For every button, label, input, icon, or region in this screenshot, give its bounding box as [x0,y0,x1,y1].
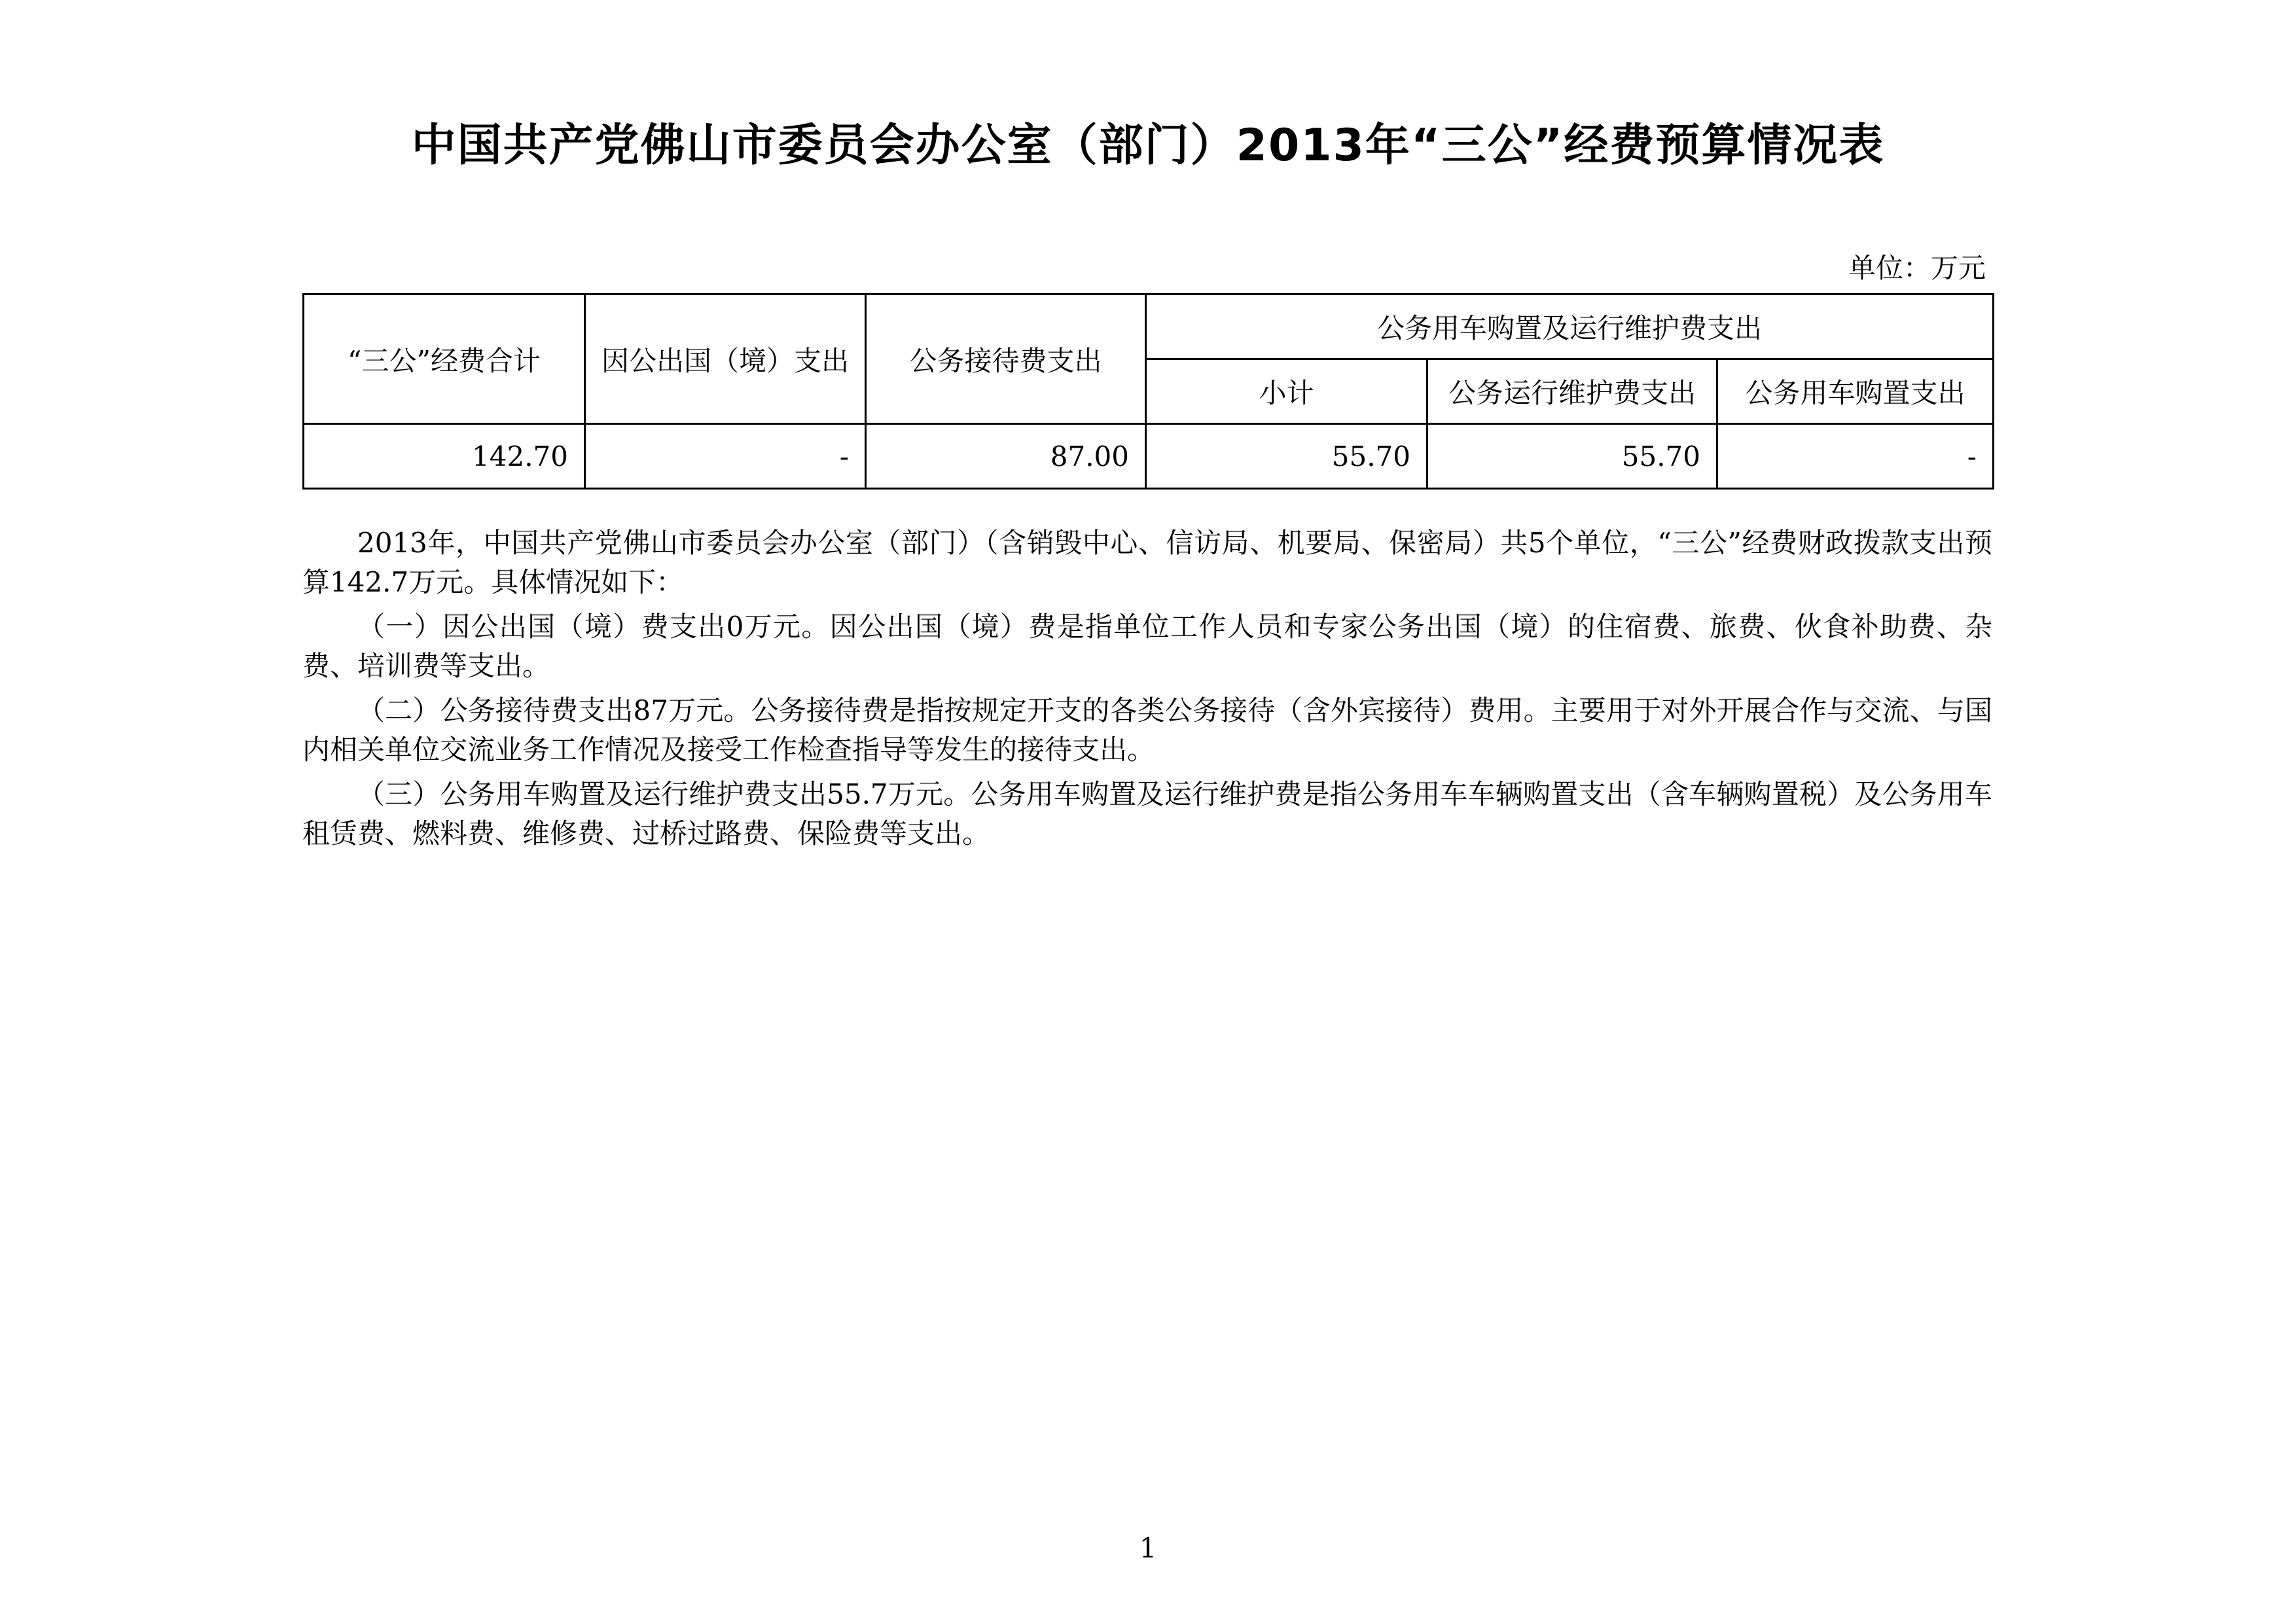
table-row [304,424,1994,489]
value-total: 142.70 [304,424,585,489]
note-paragraph-overseas: （一）因公出国（境）费支出0万元。因公出国（境）费是指单位工作人员和专家公务出国（境）的住宿费、旅费、伙食补助费、杂费、培训费等支出。 [302,611,1992,682]
header-vehicle-group: 公务用车购置及运行维护费支出 [1146,294,1994,359]
header-reception: 公务接待费支出 [866,294,1146,424]
table-header-row [304,294,1994,359]
notes-section [302,524,1992,859]
page-number: 1 [1139,1532,1157,1564]
header-vehicle-subtotal: 小计 [1146,359,1427,424]
header-total: “三公”经费合计 [304,294,585,424]
page-title: 中国共产党佛山市委员会办公室（部门）2013年“三公”经费预算情况表 [411,120,1885,171]
budget-table [302,293,1994,490]
header-vehicle-operation: 公务运行维护费支出 [1427,359,1717,424]
value-overseas: - [585,424,866,489]
value-vehicle-operation: 55.70 [1427,424,1717,489]
note-paragraph-reception: （二）公务接待费支出87万元。公务接待费是指按规定开支的各类公务接待（含外宾接待）费用。主要用于对外开展合作与交流、与国内相关单位交流业务工作情况及接受工作检查指导等发生的接待支出。 [302,694,1992,766]
value-vehicle-purchase: - [1717,424,1994,489]
value-vehicle-subtotal: 55.70 [1146,424,1427,489]
unit-label: 单位：万元 [1848,252,1986,284]
header-overseas: 因公出国（境）支出 [585,294,866,424]
value-reception: 87.00 [866,424,1146,489]
note-paragraph-vehicle: （三）公务用车购置及运行维护费支出55.7万元。公务用车购置及运行维护费是指公务用车车辆购置支出（含车辆购置税）及公务用车租赁费、燃料费、维修费、过桥过路费、保险费等支出。 [302,778,1992,849]
note-paragraph-summary: 2013年，中国共产党佛山市委员会办公室（部门）（含销毁中心、信访局、机要局、保密局）共5个单位，“三公”经费财政拨款支出预算142.7万元。具体情况如下： [302,527,1992,598]
header-vehicle-purchase: 公务用车购置支出 [1717,359,1994,424]
